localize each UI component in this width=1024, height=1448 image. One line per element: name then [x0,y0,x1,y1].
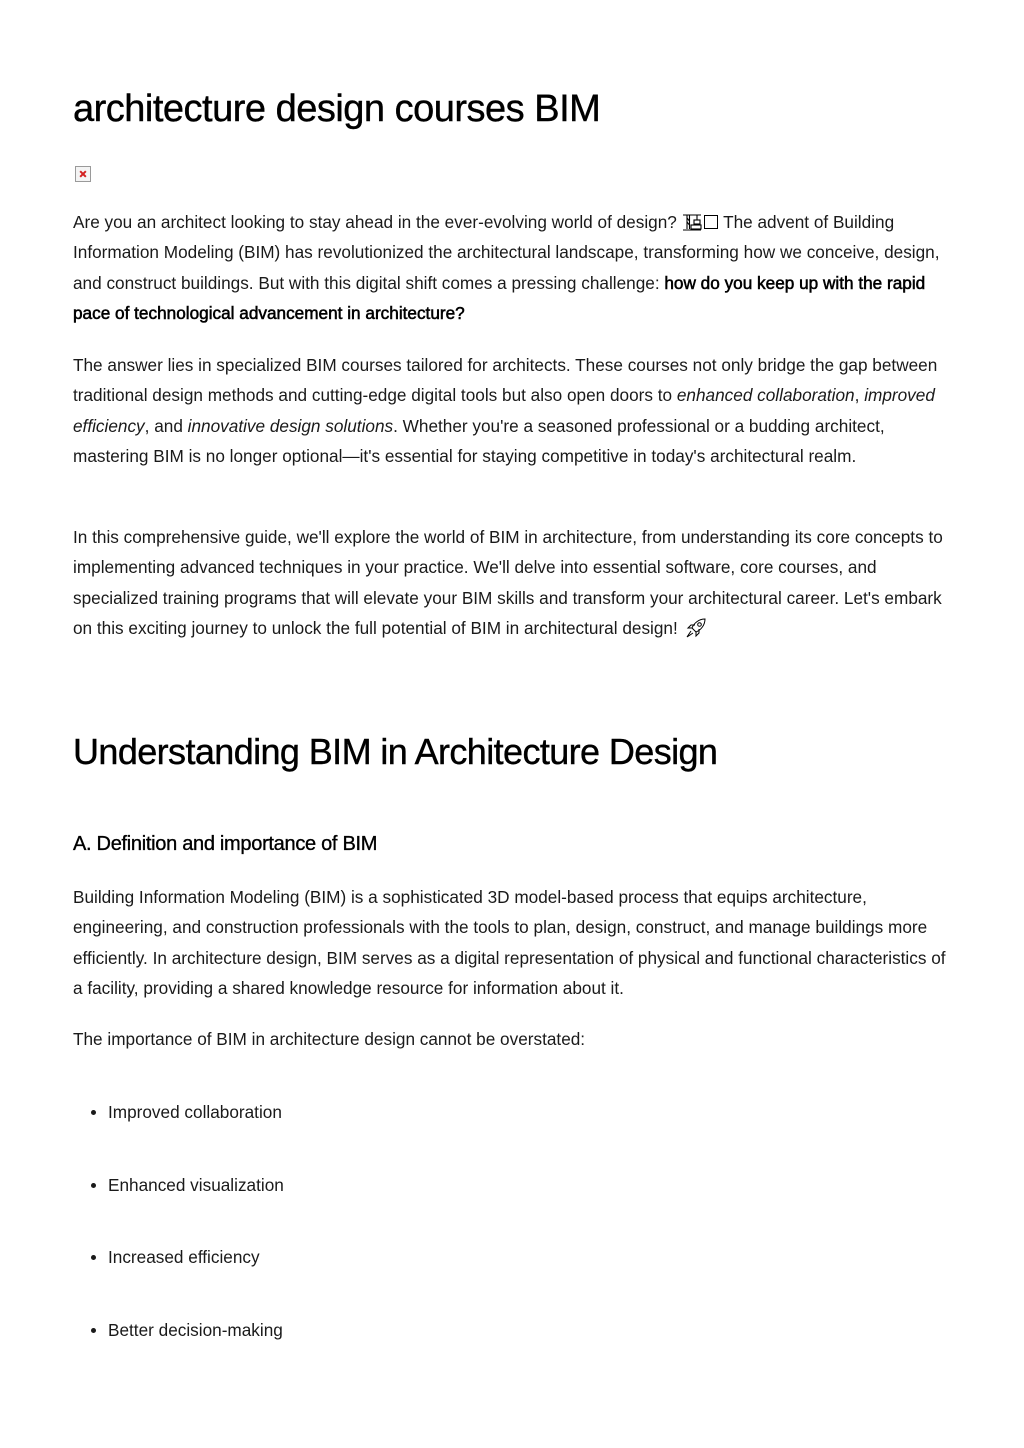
list-item-label: Improved collaboration [108,1102,282,1122]
intro-p2-text-b: . Whether you're a seasoned professional or a budding architect, mastering BIM is no longer optional—it's essential for staying competitive in today's architectural realm. [73,415,885,467]
document-title: architecture design courses BIM [73,88,601,130]
intro-p2-emphasis-3: innovative design solutions [187,415,394,436]
intro-p1-text-a: Are you an architect looking to stay ahead in the ever-evolving world of design? [73,212,677,232]
list-item [108,1170,284,1200]
construction-crane-icon [682,212,702,232]
bullet-icon [91,1183,96,1188]
broken-image-icon [75,166,91,182]
subsection-heading: A. Definition and importance of BIM [73,833,378,855]
missing-glyph-icon [704,215,718,229]
importance-paragraph: The importance of BIM in architecture design cannot be overstated: [73,1029,586,1049]
list-item-label: Better decision-making [108,1320,283,1340]
list-item [108,1097,282,1127]
definition-paragraph: Building Information Modeling (BIM) is a sophisticated 3D model-based process that equips architecture, engineering, and construction professionals with the tools to plan, design, construct, and manage buildings more efficiently. In architecture design, BIM serves as a digital representation of physical and functional characteristics of a facility, providing a shared knowledge resource for information about it. [73,887,946,999]
intro-p2-separator-1: , [854,385,865,406]
intro-paragraph-1 [73,207,953,329]
list-item [108,1242,260,1272]
intro-p2-separator-2: , and [144,415,188,436]
intro-p2-emphasis-1: enhanced collaboration [676,385,855,406]
bullet-icon [91,1255,96,1260]
list-item [108,1315,283,1345]
list-item-label: Increased efficiency [108,1247,260,1267]
section-heading: Understanding BIM in Architecture Design [73,731,718,772]
rocket-icon [685,617,707,639]
intro-paragraph-2 [73,350,953,472]
bullet-icon [91,1328,96,1333]
intro-p2-emphasis-2: improved efficiency [73,385,935,436]
intro-p3-text: In this comprehensive guide, we'll explore the world of BIM in architecture, from understanding its core concepts to implementing advanced techniques in your practice. We'll delve into essential software, core courses, and specialized training programs that will elevate your BIM skills and transform your architectural career. Let's embark on this exciting journey to unlock the full potential of BIM in architectural design! [73,527,943,639]
bullet-icon [91,1110,96,1115]
list-item-label: Enhanced visualization [108,1175,284,1195]
intro-p1-text-b: The advent of Building Information Modeling (BIM) has revolutionized the architectural landscape, transforming how we conceive, design, and construct buildings. But with this digital shift comes a pressing challenge: [73,212,940,293]
intro-p1-bold-question: how do you keep up with the rapid pace of technological advancement in architecture? [73,272,926,324]
intro-p2-text-a: The answer lies in specialized BIM courses tailored for architects. These courses not only bridge the gap between traditional design methods and cutting-edge digital tools but also open doors to [73,355,938,406]
intro-paragraph-3 [73,522,953,644]
